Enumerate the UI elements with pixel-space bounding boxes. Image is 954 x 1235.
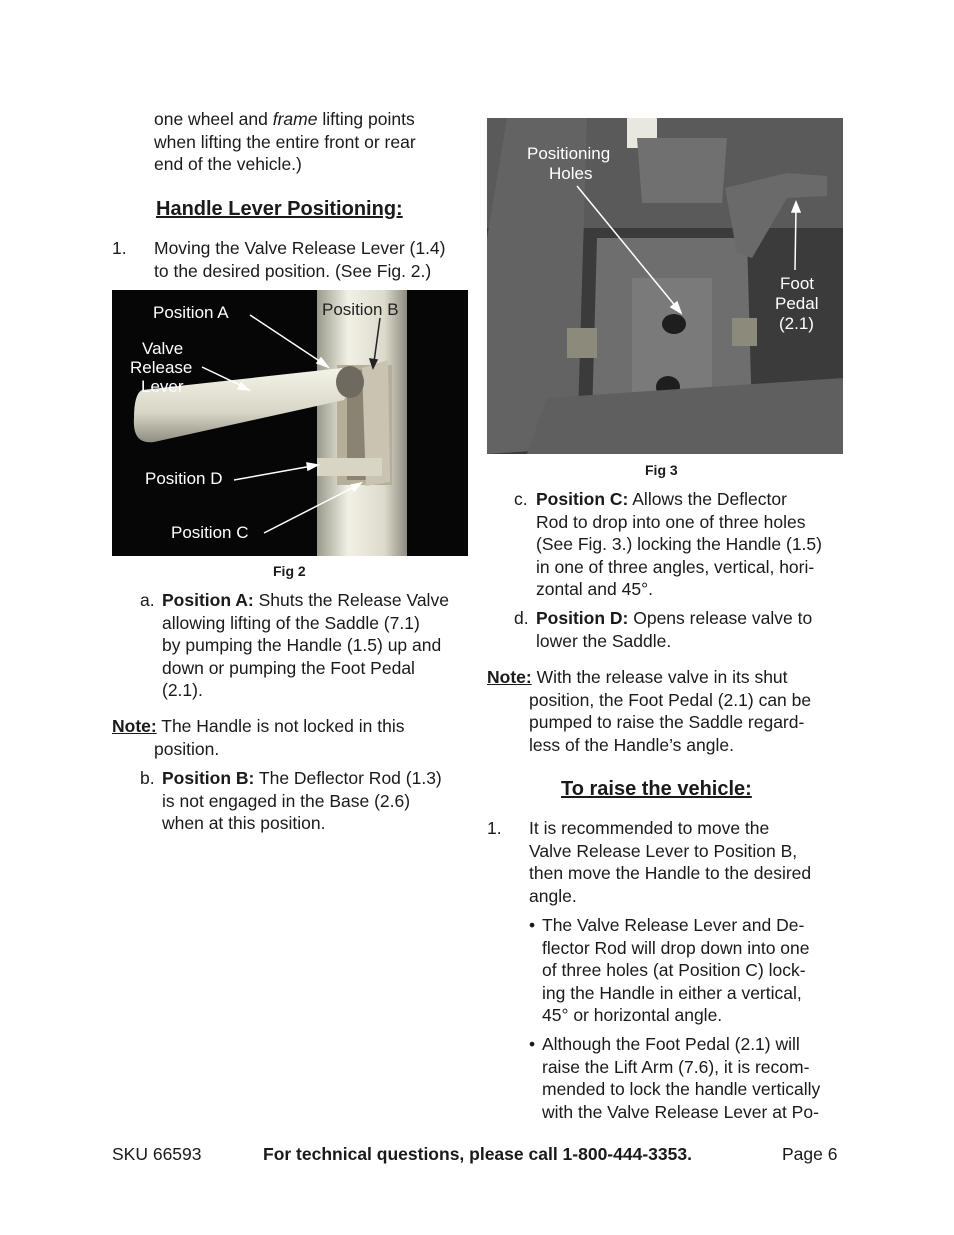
item-c-line-4: in one of three angles, vertical, hori- [536,556,815,577]
fig3-label-foot-3: (2.1) [779,314,814,333]
item-a-line-3: by pumping the Handle (1.5) up and [162,635,442,655]
fig3-label-positioning-1: Positioning [527,144,611,163]
note1-label: Note: [112,716,157,736]
item-a-line-2: allowing lifting of the Saddle (7.1) [162,612,420,633]
fig3-label-foot-2: Pedal [775,294,819,313]
intro-italic-word: frame [272,109,318,129]
step1-number: 1. [112,238,127,258]
item-d-marker: d. [514,608,529,628]
handle-lever-heading: Handle Lever Positioning: [156,198,403,220]
bullet2-line-3: mended to lock the handle vertically [542,1079,821,1099]
item-b-line-3: when at this position. [162,813,326,833]
item-b-marker: b. [140,768,155,788]
item-b-line-2: is not engaged in the Base (2.6) [162,790,411,811]
step1-line-2: to the desired position. (See Fig. 2.) [154,260,432,281]
note1-line-2: position. [154,738,220,759]
item-d-line-1: Position D: Opens release valve to [536,608,813,628]
item-b-line-1: Position B: The Deflector Rod (1.3) [162,768,442,788]
item-d-line-2: lower the Saddle. [536,630,672,651]
fig2-label-valve-2: Release [130,358,193,377]
footer-sku: SKU 66593 [112,1144,202,1164]
item-c-line-5: zontal and 45°. [536,579,653,599]
raise-vehicle-heading: To raise the vehicle: [561,778,752,800]
fig2-caption: Fig 2 [273,563,306,579]
note2-line-3: pumped to raise the Saddle regard- [529,712,805,732]
bullet1-line-2: flector Rod will drop down into one [542,937,810,958]
bullet1-line-5: 45° or horizontal angle. [542,1005,723,1025]
bullet1-line-3: of three holes (at Position C) lock- [542,960,806,980]
fig2-label-position-a: Position A [153,303,229,322]
intro-line-1: one wheel and frame lifting points [154,109,415,129]
item-a-line-1: Position A: Shuts the Release Valve [162,590,449,610]
item-c-line-2: Rod to drop into one of three holes [536,511,806,532]
raise-step1-line-1: It is recommended to move the [529,818,770,838]
fig2-label-position-d: Position D [145,469,223,488]
fig3-label-foot-1: Foot [780,274,815,293]
note2-line-4: less of the Handle’s angle. [529,734,734,755]
fig3-arrows [487,118,843,454]
fig2-label-position-c: Position C [171,523,249,542]
bullet1-marker: • [529,915,536,935]
fig2-arrows [112,290,468,556]
bullet2-line-4: with the Valve Release Lever at Po- [542,1101,819,1122]
bullet1-line-4: ing the Handle in either a vertical, [542,982,802,1003]
intro-line-3: end of the vehicle.) [154,154,302,174]
bullet1-line-1: The Valve Release Lever and De- [542,915,805,935]
item-c-marker: c. [514,489,528,509]
fig2-label-position-b: Position B [322,300,399,319]
fig2-label-valve-3: Lever [141,377,184,396]
fig3-label-positioning-2: Holes [549,164,593,183]
item-a-line-5: (2.1). [162,680,203,700]
fig2-label-valve-1: Valve [142,339,184,358]
raise-step1-line-4: angle. [529,885,577,906]
fig3-caption: Fig 3 [645,462,678,478]
raise-step1-line-3: then move the Handle to the desired [529,863,812,883]
note1-line-1: Note: The Handle is not locked in this [112,716,405,736]
note2-line-2: position, the Foot Pedal (2.1) can be [529,689,812,710]
bullet2-marker: • [529,1034,536,1054]
intro-line-2: when lifting the entire front or rear [154,131,416,152]
step1-line-1: Moving the Valve Release Lever (1.4) [154,238,446,258]
item-a-line-4: down or pumping the Foot Pedal [162,657,415,678]
item-c-line-3: (See Fig. 3.) locking the Handle (1.5) [536,534,822,554]
item-c-line-1: Position C: Allows the Deflector [536,489,787,509]
item-a-marker: a. [140,590,155,610]
note2-label: Note: [487,667,532,687]
raise-step1-number: 1. [487,818,502,838]
raise-step1-line-2: Valve Release Lever to Position B, [529,840,798,861]
bullet2-line-2: raise the Lift Arm (7.6), it is recom- [542,1056,810,1077]
footer-page: Page 6 [782,1144,838,1164]
bullet2-line-1: Although the Foot Pedal (2.1) will [542,1034,800,1054]
note2-line-1: Note: With the release valve in its shut [487,667,788,687]
footer-tech-line: For technical questions, please call 1-800-444-3353. [263,1144,692,1164]
